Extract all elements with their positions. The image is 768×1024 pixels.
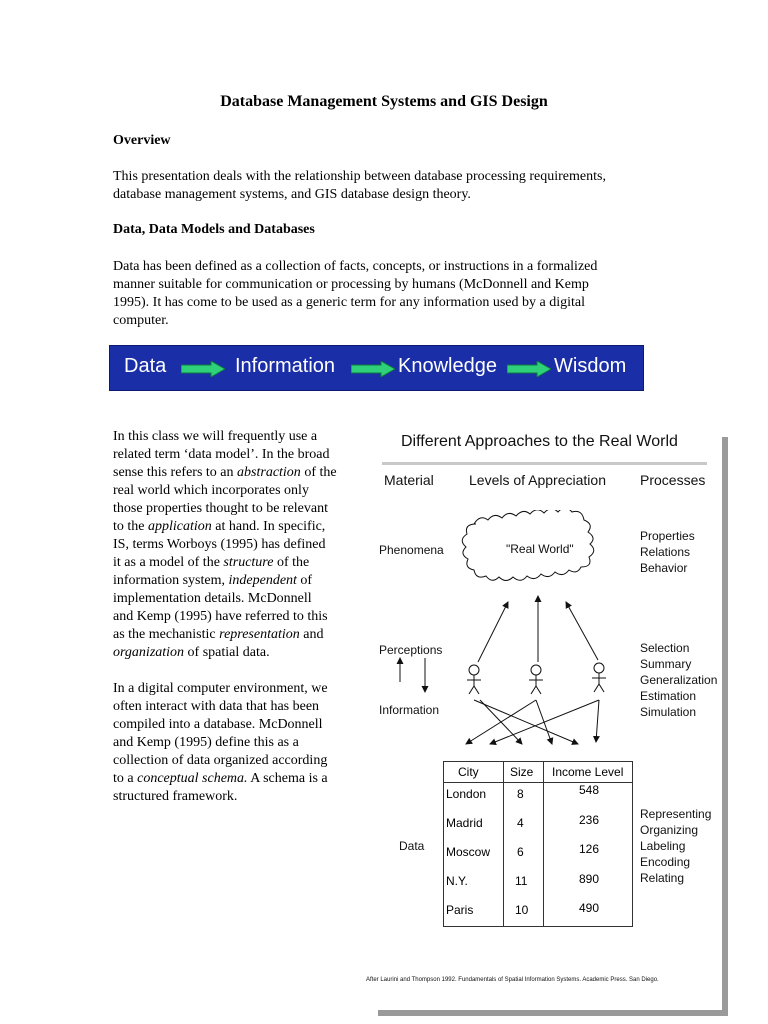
banner-word-data: Data xyxy=(124,355,167,377)
dikw-banner xyxy=(109,345,644,391)
arrow-right-icon xyxy=(351,361,395,377)
text-line: to the application at hand. In specific, xyxy=(113,519,326,534)
table-cell: 10 xyxy=(515,903,529,917)
text-line: and Kemp (1995) have referred to this xyxy=(113,609,328,624)
table-cell: Madrid xyxy=(446,816,483,830)
banner-word-knowledge: Knowledge xyxy=(398,355,497,377)
processes-perceptions: Selection Summary Generalization Estimation Simulation xyxy=(640,641,718,719)
table-cell: Paris xyxy=(446,903,474,917)
arrow-right-icon xyxy=(507,361,551,377)
text-line: collection of data organized according xyxy=(113,753,328,768)
text-line: manner suitable for communication or processing by humans (McDonnell and Kemp xyxy=(113,277,589,292)
diagram-arrows xyxy=(370,582,630,752)
phenomena-label: Phenomena xyxy=(379,543,444,557)
text-line: sense this refers to an abstraction of the xyxy=(113,465,337,480)
figure-shadow xyxy=(722,437,728,1016)
figure-shadow xyxy=(378,1010,728,1016)
table-header-income: Income Level xyxy=(552,765,624,779)
real-world-approaches-figure xyxy=(366,422,728,1016)
arrow-right-icon xyxy=(181,361,225,377)
database-paragraph xyxy=(113,680,363,806)
overview-heading: Overview xyxy=(113,133,171,148)
processes-data: Representing Organizing Labeling Encoding Relating xyxy=(640,807,712,885)
table-header-size: Size xyxy=(510,765,534,779)
banner-word-wisdom: Wisdom xyxy=(554,355,627,377)
text-line: it as a model of the structure of the xyxy=(113,555,310,570)
table-cell: 548 xyxy=(579,783,600,797)
data-model-paragraph xyxy=(113,428,363,662)
text-line: compiled into a database. McDonnell xyxy=(113,717,323,732)
column-header-levels: Levels of Appreciation xyxy=(469,472,606,488)
text-line: as the mechanistic representation and xyxy=(113,627,324,642)
text-line: structured framework. xyxy=(113,789,238,804)
real-world-label: "Real World" xyxy=(506,542,574,556)
text-line: related term ‘data model’. In the broad xyxy=(113,447,330,462)
table-header-city: City xyxy=(458,765,479,779)
table-cell: 490 xyxy=(579,901,600,915)
information-label: Information xyxy=(379,703,440,717)
text-line: Data has been defined as a collection of facts, concepts, or instructions in a formalized xyxy=(113,259,598,274)
text-line: IS, terms Worboys (1995) has defined xyxy=(113,537,326,552)
text-line: In a digital computer environment, we xyxy=(113,681,328,696)
table-cell: 890 xyxy=(579,872,600,886)
banner-word-information: Information xyxy=(235,355,336,377)
text-line: computer. xyxy=(113,313,169,328)
column-header-material: Material xyxy=(384,472,434,488)
text-line: In this class we will frequently use a xyxy=(113,429,318,444)
figure-title: Different Approaches to the Real World xyxy=(401,433,678,450)
text-line: real world which incorporates only xyxy=(113,483,309,498)
text-line: to a conceptual schema. A schema is a xyxy=(113,771,328,786)
text-line: and Kemp (1995) define this as a xyxy=(113,735,299,750)
table-cell: London xyxy=(446,787,487,801)
document-title: Database Management Systems and GIS Design xyxy=(220,93,548,110)
data-label: Data xyxy=(399,839,425,853)
text-line: those properties thought to be relevant xyxy=(113,501,328,516)
table-cell: Moscow xyxy=(446,845,491,859)
text-line: often interact with data that has been xyxy=(113,699,320,714)
text-line: implementation details. McDonnell xyxy=(113,591,312,606)
perceptions-label: Perceptions xyxy=(379,643,443,657)
table-cell: 4 xyxy=(517,816,524,830)
overview-paragraph xyxy=(113,168,653,204)
text-line: organization of spatial data. xyxy=(113,645,270,660)
text-line: information system, independent of xyxy=(113,573,313,588)
table-cell: 8 xyxy=(517,787,524,801)
data-table xyxy=(443,761,633,927)
table-cell: N.Y. xyxy=(446,874,468,888)
table-cell: 236 xyxy=(579,813,600,827)
text-line: database management systems, and GIS database design theory. xyxy=(113,187,471,202)
figure-credit: After Laurini and Thompson 1992. Fundamentals of Spatial Information Systems. Academic Press. San Diego. xyxy=(366,977,659,983)
table-cell: 6 xyxy=(517,845,524,859)
table-cell: 126 xyxy=(579,842,600,856)
processes-phenomena: Properties Relations Behavior xyxy=(640,529,695,575)
data-definition-paragraph xyxy=(113,258,653,330)
data-models-heading: Data, Data Models and Databases xyxy=(113,222,315,237)
table-cell: 11 xyxy=(515,874,528,888)
column-header-processes: Processes xyxy=(640,472,706,488)
divider xyxy=(382,462,707,465)
text-line: 1995). It has come to be used as a generic term for any information used by a digital xyxy=(113,295,585,310)
text-line: This presentation deals with the relationship between database processing requirements, xyxy=(113,169,606,184)
